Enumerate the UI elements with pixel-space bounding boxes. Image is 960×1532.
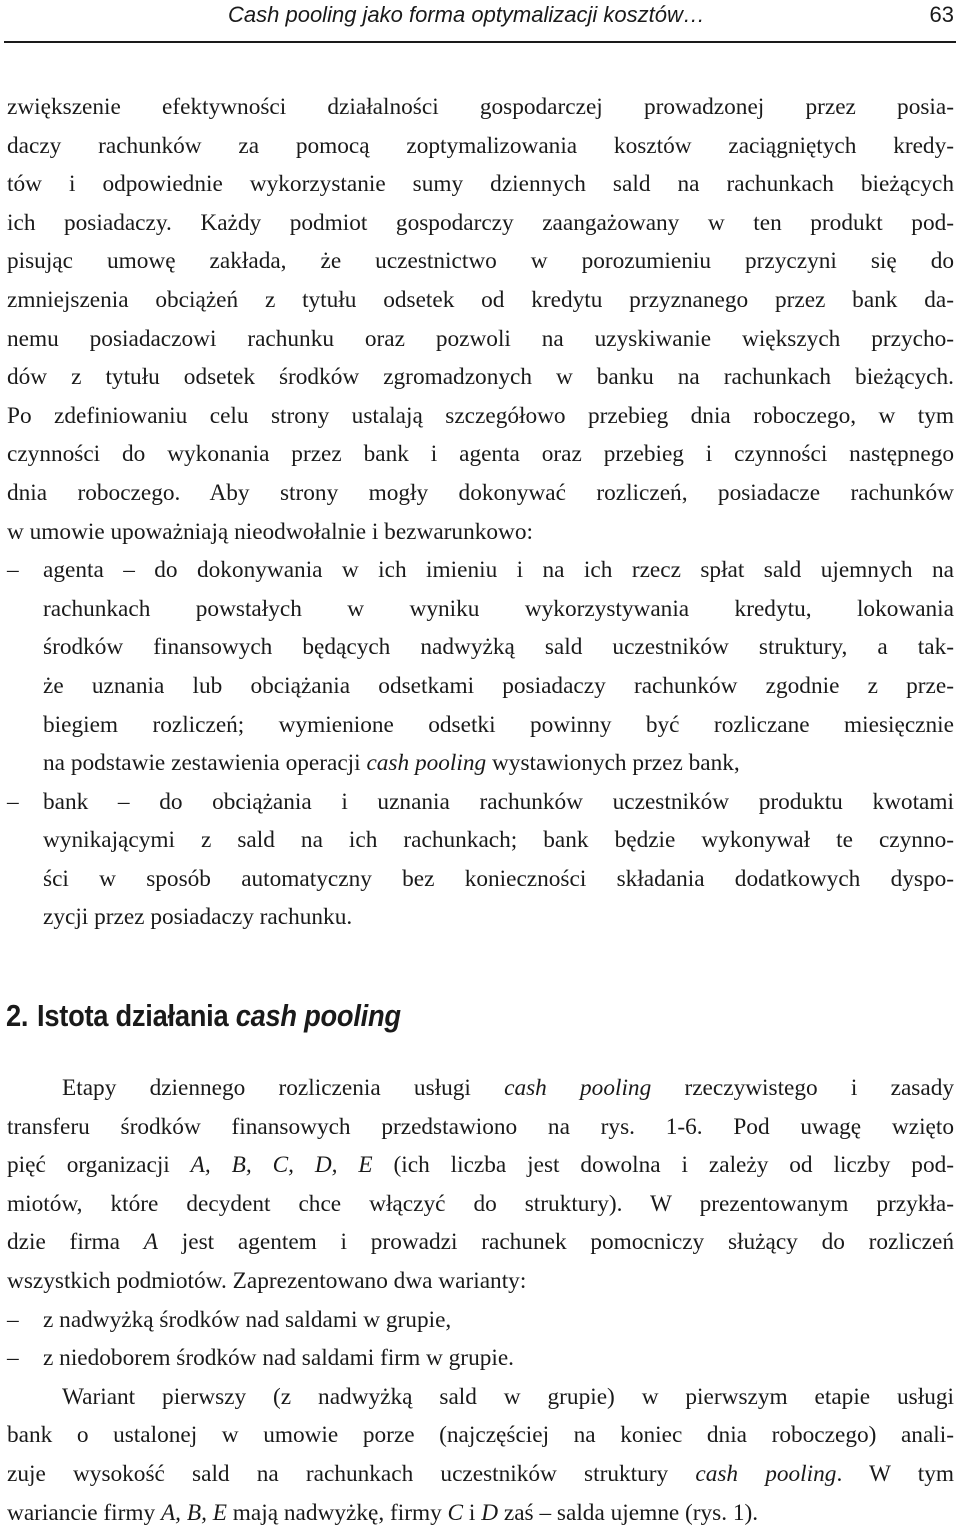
text-span: zaś – salda ujemne (rys. 1). — [498, 1499, 759, 1526]
list-item-bank — [7, 783, 954, 937]
list-item-agent — [7, 551, 954, 783]
dash-bullet: – — [7, 788, 19, 815]
text-line: daczy rachunków za pomocą zoptymalizowania kosztów zaciągniętych kredy- — [7, 132, 954, 159]
section-title: Istota działania — [37, 998, 236, 1033]
dash-bullet: – — [7, 1306, 19, 1333]
dash-bullet: – — [7, 557, 19, 584]
text-line: dów z tytułu odsetek środków zgromadzonych w banku na rachunkach bieżących. — [7, 364, 954, 391]
page-header — [0, 0, 960, 42]
text-span: i — [463, 1499, 482, 1526]
text-line: dnia roboczego. Aby strony mogły dokonywać rozliczeń, posiadacze rachunków — [7, 479, 954, 506]
text-span: . W tym — [836, 1460, 954, 1487]
emphasis-text: A, B, E — [160, 1499, 227, 1526]
text-span: wariancie firmy — [7, 1499, 161, 1526]
text-line — [7, 1223, 954, 1262]
text-line: czynności do wykonania przez bank i agenta oraz przebieg i czynności następnego — [7, 441, 954, 468]
list-item-surplus — [7, 1301, 954, 1340]
text-line: bank o ustalonej w umowie porze (najczęściej na koniec dnia roboczego) anali- — [7, 1422, 954, 1449]
text-line — [7, 1455, 954, 1494]
section-heading — [6, 996, 401, 1036]
emphasis-text: C — [447, 1499, 464, 1526]
text-line: bank – do obciążania i uznania rachunków uczestników produktu kwotami — [43, 788, 954, 815]
text-span: dzie firma — [7, 1229, 144, 1256]
paragraph — [7, 1378, 954, 1532]
section-title-emphasis: cash pooling — [235, 998, 401, 1033]
text-line — [43, 744, 954, 783]
emphasis-text: D — [481, 1499, 499, 1526]
text-line: wynikającymi z sald na ich rachunkach; bank będzie wykonywał te czynno- — [43, 827, 954, 854]
text-span: zuje wysokość sald na rachunkach uczestników struktury — [7, 1460, 696, 1487]
paragraph-cont — [7, 1108, 954, 1301]
text-span: na podstawie zestawienia operacji — [43, 750, 367, 777]
text-line — [7, 1146, 954, 1185]
text-line: Po zdefiniowaniu celu strony ustalają szczegółowo przebieg dnia roboczego, w tym — [7, 402, 954, 429]
text-line: zmniejszenia obciążeń z tytułu odsetek od kredytu przyznanego przez bank da- — [7, 286, 954, 313]
text-line: z niedoborem środków nad saldami firm w grupie. — [43, 1345, 514, 1372]
text-span: Etapy dziennego rozliczenia usługi — [62, 1075, 505, 1101]
page-number: 63 — [929, 2, 954, 27]
text-line: środków finansowych będących nadwyżką sald uczestników struktury, a tak- — [43, 634, 954, 661]
list-item-shortage — [7, 1339, 954, 1378]
text-line: ści w sposób automatyczny bez konieczności składania dodatkowych dyspo- — [43, 865, 954, 892]
section-number: 2. — [6, 998, 29, 1033]
dash-bullet: – — [7, 1345, 19, 1372]
emphasis-text: cash pooling — [695, 1460, 837, 1487]
text-span: rzeczywistego i zasady — [651, 1075, 954, 1101]
text-line: że uznania lub obciążania odsetkami posiadaczy rachunków zgodnie z prze- — [43, 672, 954, 699]
text-line — [7, 1069, 954, 1108]
header-rule — [4, 41, 956, 43]
text-span: mają nadwyżkę, firmy — [226, 1499, 448, 1526]
text-span: wystawionych przez bank, — [486, 750, 740, 777]
emphasis-text: A, B, C, D, E — [190, 1152, 373, 1179]
text-line: w umowie upoważniają nieodwołalnie i bezwarunkowo: — [7, 518, 533, 545]
emphasis-text: cash pooling — [504, 1075, 652, 1101]
text-line: Wariant pierwszy (z nadwyżką sald w grupie) w pierwszym etapie usługi — [62, 1383, 954, 1410]
text-line: biegiem rozliczeń; wymienione odsetki powinny być rozliczane miesięcznie — [43, 711, 954, 738]
text-line: wszystkich podmiotów. Zaprezentowano dwa warianty: — [7, 1267, 527, 1294]
text-span: pięć organizacji — [7, 1152, 191, 1179]
text-line: rachunkach powstałych w wyniku wykorzystywania kredytu, lokowania — [43, 595, 954, 622]
paragraph — [7, 88, 954, 551]
running-title: Cash pooling jako forma optymalizacji kosztów… — [228, 2, 705, 27]
emphasis-text: cash pooling — [366, 750, 487, 777]
text-span: (ich liczba jest dowolna i zależy od liczby pod- — [372, 1152, 955, 1179]
text-line: zycji przez posiadaczy rachunku. — [43, 904, 353, 931]
text-line — [7, 1494, 954, 1532]
body-text-top — [7, 88, 954, 937]
text-line: pisując umowę zakłada, że uczestnictwo w porozumieniu przyczyni się do — [7, 248, 954, 275]
emphasis-text: A — [143, 1229, 159, 1256]
text-line: transferu środków finansowych przedstawiono na rys. 1-6. Pod uwagę wzięto — [7, 1113, 954, 1140]
text-line: miotów, które decydent chce włączyć do struktury). W prezentowanym przykła- — [7, 1190, 954, 1217]
text-line: tów i odpowiednie wykorzystanie sumy dziennych sald na rachunkach bieżących — [7, 171, 954, 198]
text-span: jest agentem i prowadzi rachunek pomocniczy służący do rozliczeń — [158, 1229, 954, 1256]
text-line: agenta – do dokonywania w ich imieniu i na ich rzecz spłat sald ujemnych na — [43, 557, 954, 584]
text-line: nemu posiadaczowi rachunku oraz pozwoli na uzyskiwanie większych przycho- — [7, 325, 954, 352]
paragraph — [7, 1069, 954, 1108]
text-line: ich posiadaczy. Każdy podmiot gospodarczy zaangażowany w ten produkt pod- — [7, 209, 954, 236]
text-line: z nadwyżką środków nad saldami w grupie, — [43, 1306, 452, 1333]
text-line: zwiększenie efektywności działalności gospodarczej prowadzonej przez posia- — [7, 94, 954, 120]
body-text-bottom — [7, 1069, 954, 1532]
